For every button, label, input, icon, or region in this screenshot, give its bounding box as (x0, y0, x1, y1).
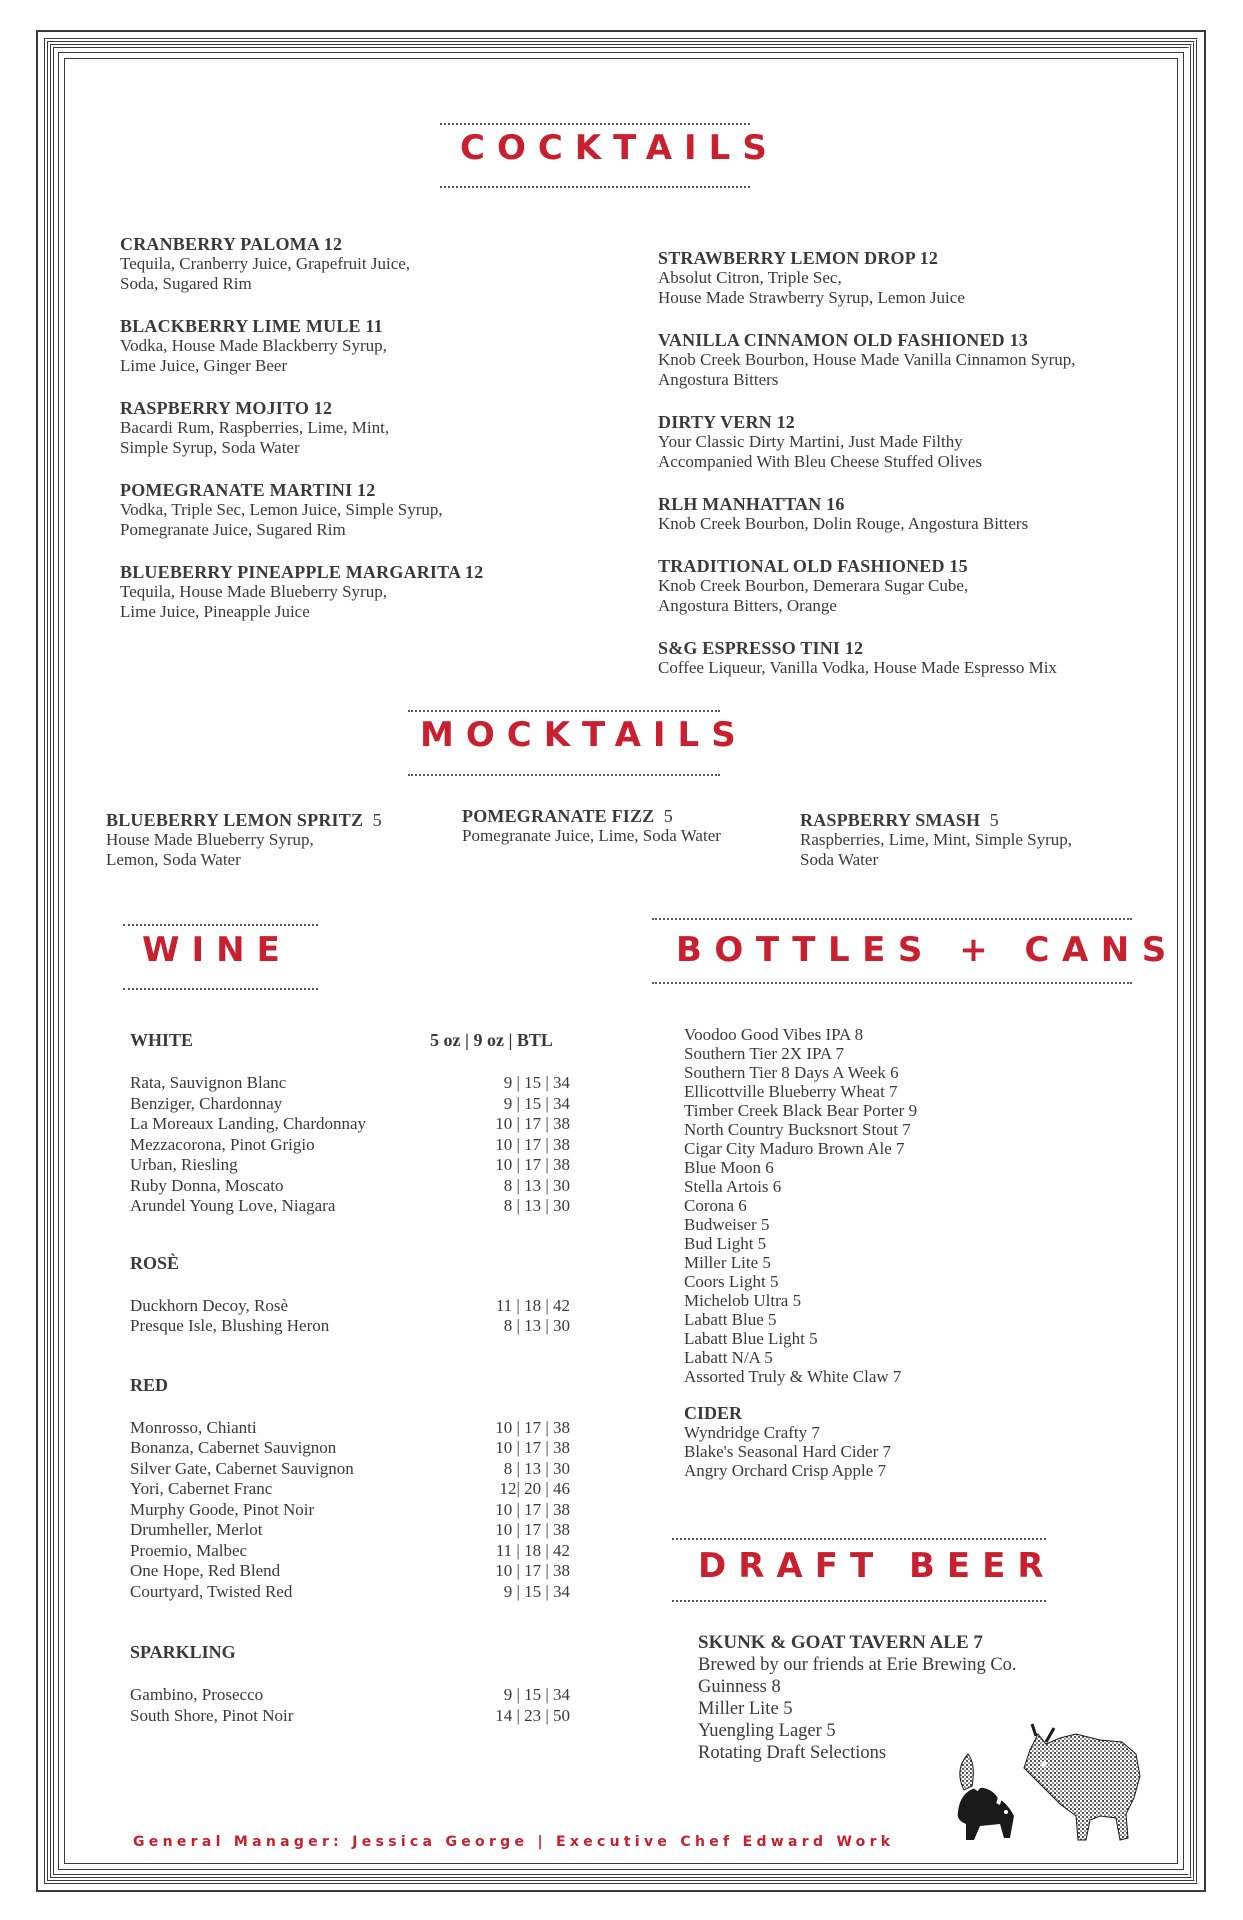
wine-price: 11 | 18 | 42 (495, 1295, 570, 1315)
mocktail-title: BLUEBERRY LEMON SPRITZ (106, 810, 364, 830)
bottles-items (684, 1025, 917, 1386)
cocktail-desc-line: Your Classic Dirty Martini, Just Made Filthy (658, 432, 963, 451)
cocktail-desc-line: Tequila, House Made Blueberry Syrup, (120, 582, 387, 601)
bottles-list (684, 1025, 917, 1480)
cocktails-heading: COCKTAILS (460, 128, 779, 168)
wine-name: Ruby Donna, Moscato (130, 1175, 284, 1195)
cocktail-title: S&G ESPRESSO TINI 12 (658, 638, 864, 658)
wine-red-rows (130, 1418, 590, 1603)
cocktail-title: BLACKBERRY LIME MULE 11 (120, 316, 383, 336)
cocktail-title: RASPBERRY MOJITO 12 (120, 398, 333, 418)
wine-price: 12| 20 | 46 (499, 1479, 570, 1498)
cocktail-desc-line: Knob Creek Bourbon, Dolin Rouge, Angostura Bitters (658, 514, 1029, 533)
cocktail-desc-line: Vodka, House Made Blackberry Syrup, (120, 336, 387, 355)
bottle-item: Miller Lite 5 (684, 1253, 771, 1272)
wine-name: One Hope, Red Blend (130, 1561, 281, 1580)
mocktail-desc-line: Pomegranate Juice, Lime, Soda Water (462, 826, 721, 845)
bottle-item: Southern Tier 8 Days A Week 6 (684, 1063, 899, 1082)
wine-name: Proemio, Malbec (130, 1540, 248, 1560)
wine-row (130, 1582, 590, 1603)
bottle-item: Labatt Blue 5 (684, 1310, 777, 1329)
bottle-item: North Country Bucksnort Stout 7 (684, 1120, 911, 1139)
cocktail-title: BLUEBERRY PINEAPPLE MARGARITA 12 (120, 562, 484, 582)
cocktail-title: DIRTY VERN 12 (658, 412, 795, 432)
cocktail-title: RLH MANHATTAN 16 (658, 494, 845, 514)
wine-price: 9 | 15 | 34 (503, 1685, 570, 1704)
bottle-item: Stella Artois 6 (684, 1177, 782, 1196)
bottle-item: Coors Light 5 (684, 1272, 779, 1291)
cocktail-item (120, 234, 620, 294)
wine-name: Duckhorn Decoy, Rosè (130, 1295, 288, 1315)
cocktail-desc-line: Accompanied With Bleu Cheese Stuffed Olives (658, 452, 982, 471)
wine-name: Rata, Sauvignon Blanc (130, 1073, 287, 1092)
wine-row (130, 1500, 590, 1521)
wine-list (130, 1030, 590, 1726)
mocktail-price: 5 (372, 810, 382, 830)
wine-row (130, 1541, 590, 1562)
bottle-item: Assorted Truly & White Claw 7 (684, 1367, 902, 1386)
wine-rose-rows (130, 1296, 590, 1337)
mocktail-desc-line: House Made Blueberry Syrup, (106, 830, 314, 849)
cocktail-title: STRAWBERRY LEMON DROP 12 (658, 248, 939, 268)
bottle-item: Bud Light 5 (684, 1234, 767, 1253)
footer-credits: General Manager: Jessica George | Executive Chef Edward Work (133, 1834, 895, 1850)
wine-price: 9 | 15 | 34 (503, 1093, 570, 1113)
wine-price: 10 | 17 | 38 (495, 1561, 570, 1580)
wine-heading: WINE (142, 930, 292, 970)
wine-name: Urban, Riesling (130, 1155, 238, 1174)
bottle-item: Michelob Ultra 5 (684, 1291, 802, 1310)
bottle-item: Southern Tier 2X IPA 7 (684, 1044, 844, 1063)
wine-name: Presque Isle, Blushing Heron (130, 1316, 330, 1335)
mocktail-pomegranate-fizz (462, 806, 721, 846)
cocktail-item (120, 316, 620, 376)
cocktail-item (658, 412, 1178, 472)
wine-price: 10 | 17 | 38 (495, 1417, 570, 1437)
wine-name: Bonanza, Cabernet Sauvignon (130, 1438, 337, 1457)
wine-price: 10 | 17 | 38 (495, 1114, 570, 1133)
wine-name: Benziger, Chardonnay (130, 1093, 283, 1113)
wine-row (130, 1135, 590, 1156)
mocktail-desc-line: Raspberries, Lime, Mint, Simple Syrup, (800, 830, 1072, 849)
cocktails-divider-top (440, 123, 750, 125)
wine-row (130, 1479, 590, 1500)
draft-item: Guinness 8 (698, 1677, 781, 1697)
cocktail-desc-line: Knob Creek Bourbon, Demerara Sugar Cube, (658, 576, 969, 595)
wine-sparkling-rows (130, 1685, 590, 1726)
cocktail-desc-line: Knob Creek Bourbon, House Made Vanilla Cinnamon Syrup, (658, 350, 1076, 369)
draft-item: Miller Lite 5 (698, 1699, 793, 1719)
wine-price: 9 | 15 | 34 (503, 1581, 570, 1601)
cocktail-desc-line: Vodka, Triple Sec, Lemon Juice, Simple Syrup, (120, 500, 443, 519)
cocktail-desc-line: Tequila, Cranberry Juice, Grapefruit Juice, (120, 254, 411, 273)
wine-price: 8 | 13 | 30 (503, 1458, 570, 1478)
mocktail-blueberry-lemon-spritz (106, 810, 382, 870)
cocktail-desc-line: Coffee Liqueur, Vanilla Vodka, House Made Espresso Mix (658, 658, 1057, 677)
cider-item: Blake's Seasonal Hard Cider 7 (684, 1442, 892, 1461)
mocktails-divider-top (408, 710, 720, 712)
wine-divider-top (123, 924, 318, 926)
cocktail-desc-line: Pomegranate Juice, Sugared Rim (120, 520, 346, 539)
wine-price: 10 | 17 | 38 (495, 1438, 570, 1457)
cocktail-item (658, 494, 1178, 534)
bottle-item: Ellicottville Blueberry Wheat 7 (684, 1082, 898, 1101)
draft-item: Yuengling Lager 5 (698, 1721, 836, 1741)
wine-size-header: 5 oz | 9 oz | BTL (430, 1030, 553, 1050)
wine-name: La Moreaux Landing, Chardonnay (130, 1114, 367, 1133)
mocktail-raspberry-smash (800, 810, 1072, 870)
wine-price: 10 | 17 | 38 (495, 1499, 570, 1519)
draft-divider-top (672, 1538, 1046, 1540)
cocktail-item (658, 556, 1178, 616)
wine-row (130, 1459, 590, 1480)
mocktail-desc-line: Soda Water (800, 850, 879, 869)
wine-price: 9 | 15 | 34 (503, 1073, 570, 1092)
wine-name: Silver Gate, Cabernet Sauvignon (130, 1458, 354, 1478)
wine-section-label: ROSÈ (130, 1252, 180, 1273)
bottles-divider-bottom (652, 982, 1132, 984)
wine-name: Courtyard, Twisted Red (130, 1581, 293, 1601)
cocktail-item (120, 480, 620, 540)
wine-name: South Shore, Pinot Noir (130, 1705, 294, 1725)
wine-row (130, 1438, 590, 1459)
bottle-item: Voodoo Good Vibes IPA 8 (684, 1025, 864, 1044)
cocktail-title: VANILLA CINNAMON OLD FASHIONED 13 (658, 330, 1028, 350)
cocktail-item (658, 638, 1178, 678)
wine-name: Gambino, Prosecco (130, 1685, 264, 1704)
wine-price: 10 | 17 | 38 (495, 1134, 570, 1154)
wine-row (130, 1176, 590, 1197)
wine-row (130, 1094, 590, 1115)
wine-section-label: SPARKLING (130, 1642, 236, 1662)
wine-price: 11 | 18 | 42 (495, 1540, 570, 1560)
wine-row (130, 1685, 590, 1706)
wine-name: Drumheller, Merlot (130, 1520, 263, 1539)
cocktail-item (658, 248, 1178, 308)
cocktail-item (120, 398, 620, 458)
wine-row (130, 1296, 590, 1317)
wine-row (130, 1418, 590, 1439)
mocktail-price: 5 (663, 806, 673, 826)
skunk-and-goat-icon (950, 1720, 1150, 1850)
wine-row (130, 1196, 590, 1217)
cocktail-desc-line: Simple Syrup, Soda Water (120, 438, 300, 457)
cider-item: Wyndridge Crafty 7 (684, 1423, 820, 1442)
cocktails-right-column (658, 248, 1178, 700)
wine-section-label: WHITE (130, 1030, 194, 1050)
bottles-heading: BOTTLES + CANS (676, 930, 1179, 970)
bottle-item: Blue Moon 6 (684, 1158, 774, 1177)
draft-heading: DRAFT BEER (698, 1546, 1056, 1586)
draft-divider-bottom (672, 1600, 1046, 1602)
wine-price: 8 | 13 | 30 (503, 1316, 570, 1335)
cocktail-desc-line: Lime Juice, Ginger Beer (120, 356, 288, 375)
mocktail-price: 5 (989, 810, 999, 830)
cocktail-desc-line: Soda, Sugared Rim (120, 274, 252, 293)
cocktail-desc-line: House Made Strawberry Syrup, Lemon Juice (658, 288, 965, 307)
cider-items (684, 1423, 917, 1480)
cocktail-title: CRANBERRY PALOMA 12 (120, 234, 343, 254)
wine-row (130, 1114, 590, 1135)
wine-divider-bottom (123, 988, 318, 990)
wine-row (130, 1561, 590, 1582)
wine-price: 10 | 17 | 38 (495, 1155, 570, 1174)
cocktail-desc-line: Angostura Bitters, Orange (658, 596, 837, 615)
wine-row (130, 1155, 590, 1176)
wine-name: Arundel Young Love, Niagara (130, 1196, 336, 1215)
wine-section-label: RED (130, 1374, 169, 1395)
wine-row (130, 1073, 590, 1094)
cider-item: Angry Orchard Crisp Apple 7 (684, 1461, 887, 1480)
draft-feature-title: SKUNK & GOAT TAVERN ALE 7 (698, 1632, 983, 1653)
wine-row (130, 1316, 590, 1337)
bottle-item: Corona 6 (684, 1196, 747, 1215)
wine-name: Monrosso, Chianti (130, 1417, 257, 1437)
cocktail-desc-line: Lime Juice, Pineapple Juice (120, 602, 310, 621)
wine-white-rows (130, 1073, 590, 1217)
bottles-divider-top (652, 918, 1132, 920)
mocktail-title: RASPBERRY SMASH (800, 810, 981, 830)
wine-row (130, 1520, 590, 1541)
draft-item: Brewed by our friends at Erie Brewing Co. (698, 1655, 1017, 1675)
wine-price: 8 | 13 | 30 (503, 1175, 570, 1195)
wine-price: 14 | 23 | 50 (495, 1705, 570, 1725)
cocktail-item (120, 562, 620, 622)
wine-name: Murphy Goode, Pinot Noir (130, 1499, 315, 1519)
mocktails-divider-bottom (408, 774, 720, 776)
cocktail-desc-line: Absolut Citron, Triple Sec, (658, 268, 842, 287)
wine-name: Yori, Cabernet Franc (130, 1479, 273, 1498)
mocktail-title: POMEGRANATE FIZZ (462, 806, 655, 826)
draft-item: Rotating Draft Selections (698, 1743, 887, 1763)
wine-row (130, 1706, 590, 1727)
bottle-item: Labatt Blue Light 5 (684, 1329, 818, 1348)
wine-price: 8 | 13 | 30 (503, 1196, 570, 1215)
cocktails-divider-bottom (440, 186, 750, 188)
cocktail-desc-line: Bacardi Rum, Raspberries, Lime, Mint, (120, 418, 390, 437)
cocktail-desc-line: Angostura Bitters (658, 370, 779, 389)
cocktail-item (658, 330, 1178, 390)
wine-price: 10 | 17 | 38 (495, 1520, 570, 1539)
cocktails-left-column (120, 234, 620, 644)
bottle-item: Cigar City Maduro Brown Ale 7 (684, 1139, 905, 1158)
bottle-item: Timber Creek Black Bear Porter 9 (684, 1101, 918, 1120)
cider-label: CIDER (684, 1403, 743, 1423)
bottle-item: Labatt N/A 5 (684, 1348, 773, 1367)
bottle-item: Budweiser 5 (684, 1215, 770, 1234)
wine-name: Mezzacorona, Pinot Grigio (130, 1134, 315, 1154)
mocktails-heading: MOCKTAILS (420, 715, 748, 755)
mocktail-desc-line: Lemon, Soda Water (106, 850, 241, 869)
cocktail-title: TRADITIONAL OLD FASHIONED 15 (658, 556, 968, 576)
cocktail-title: POMEGRANATE MARTINI 12 (120, 480, 376, 500)
